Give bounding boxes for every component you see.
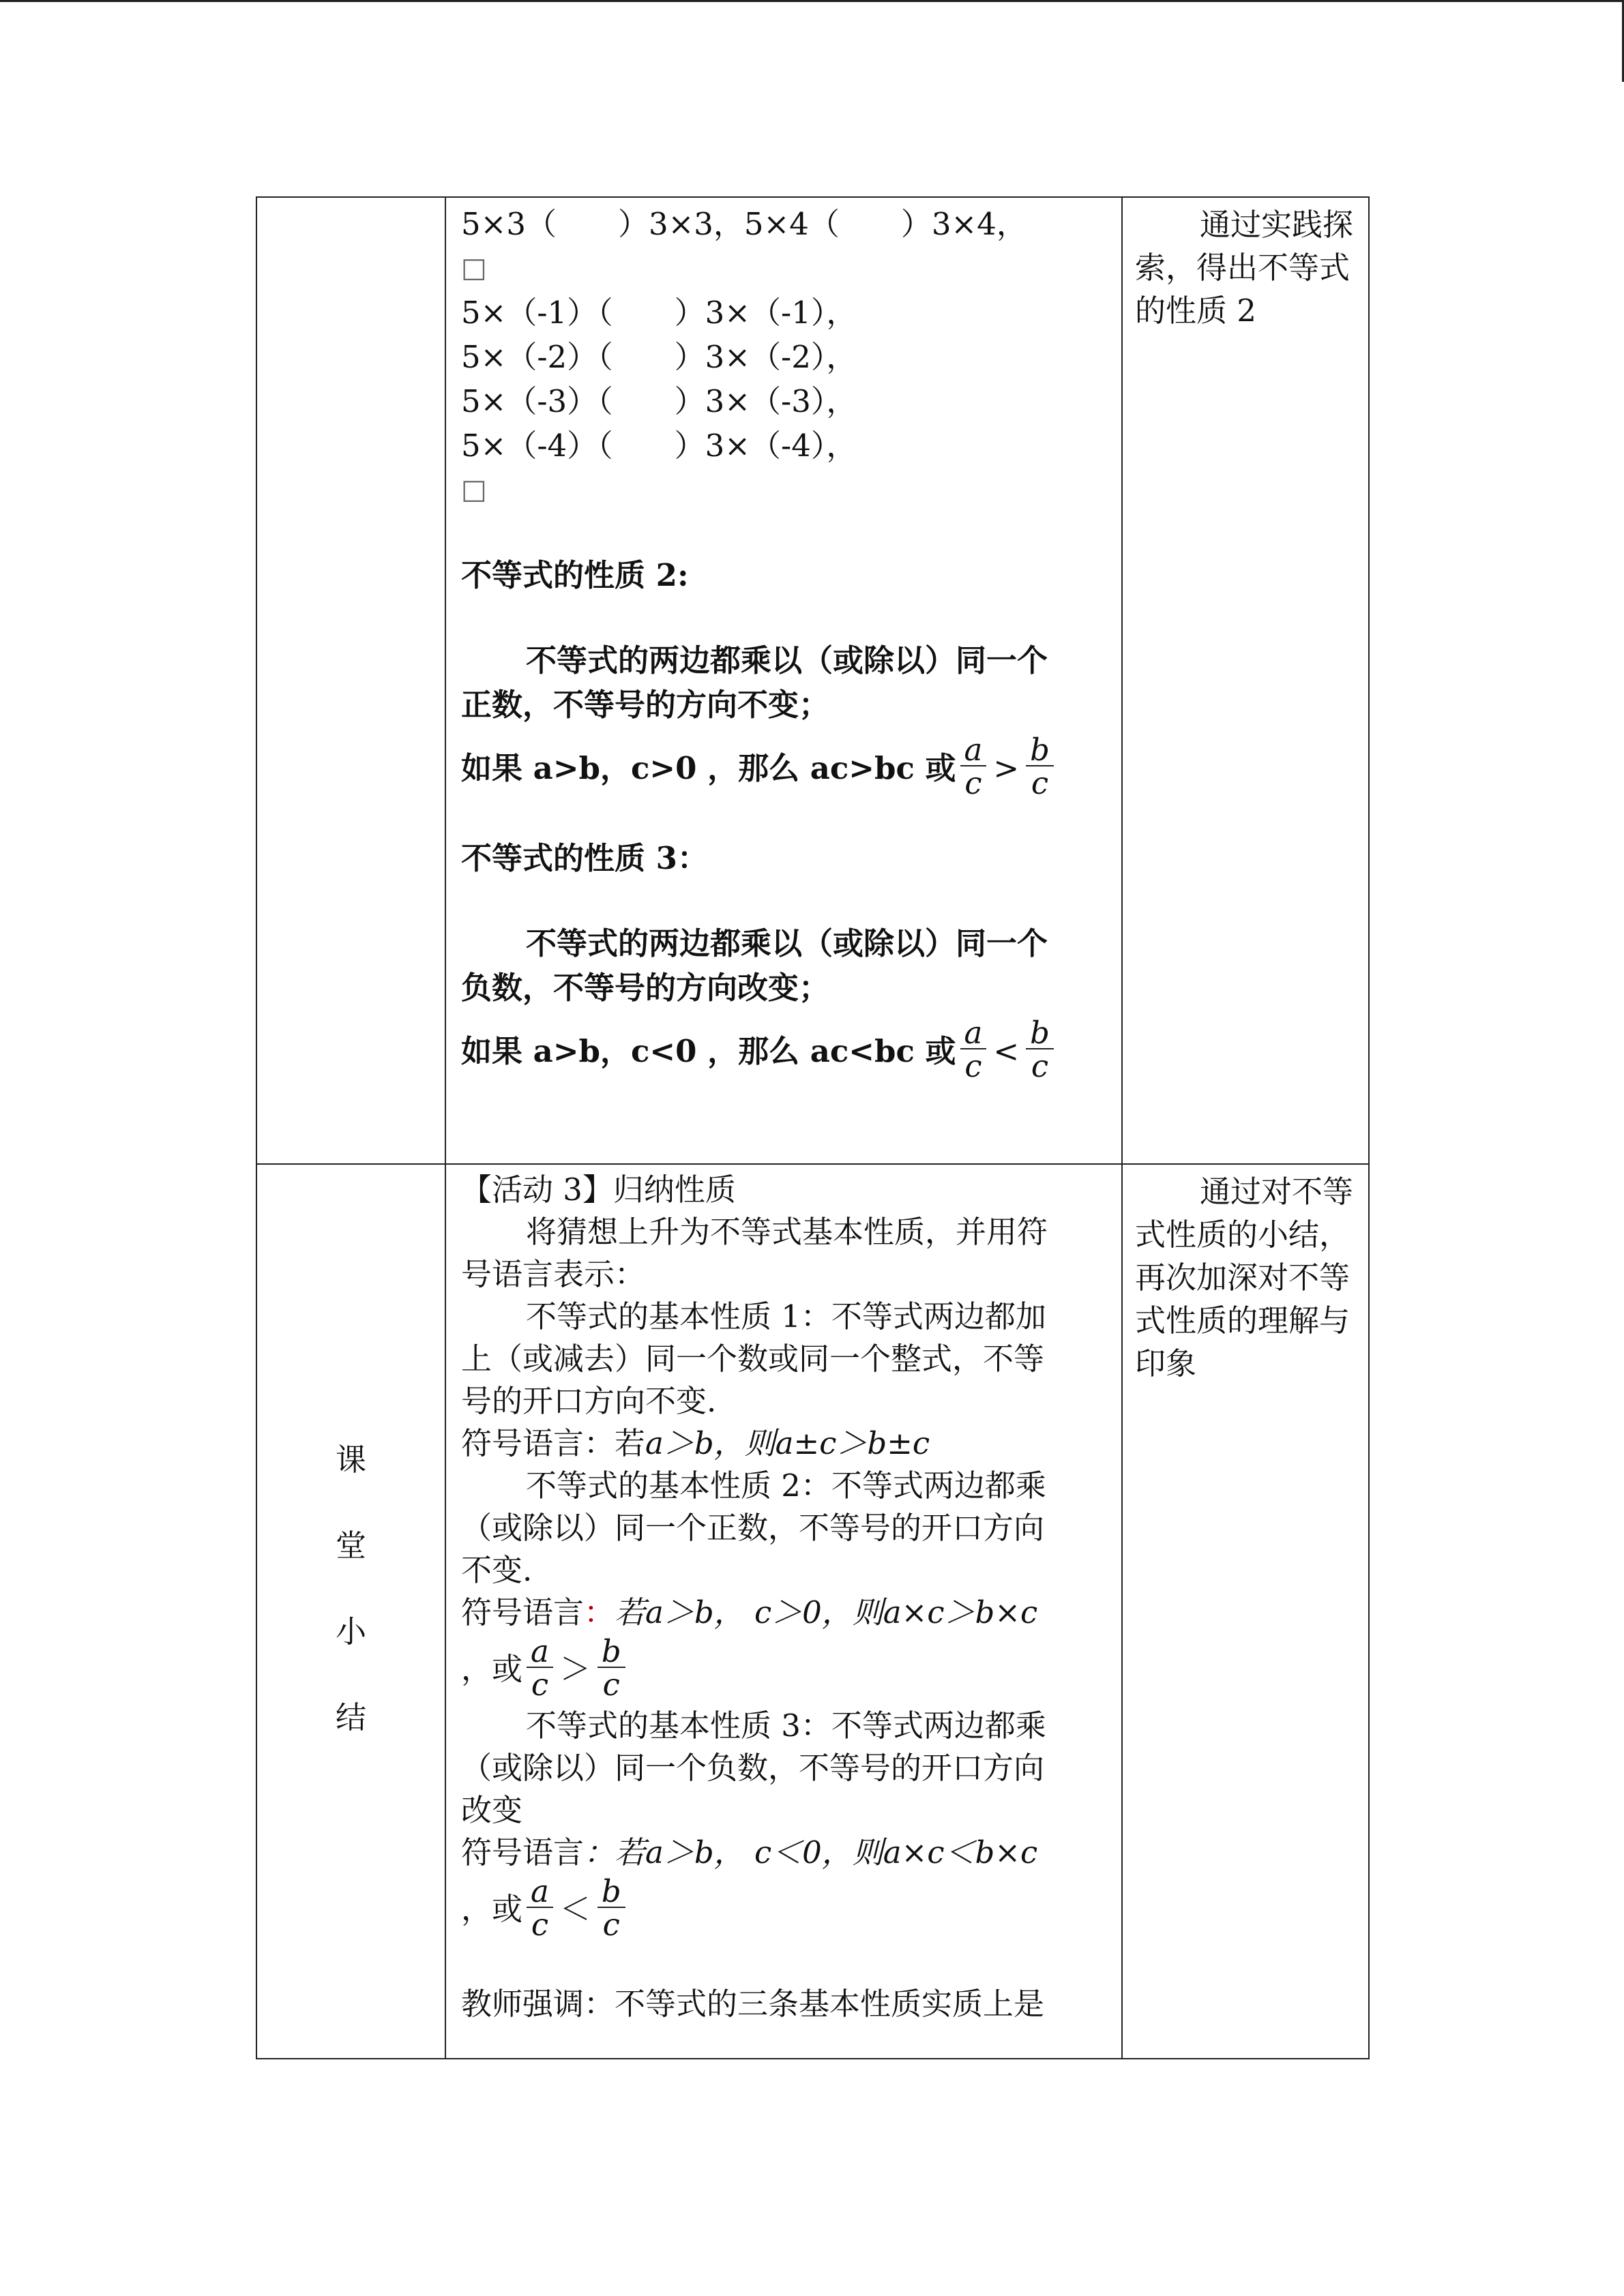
property-1-text: 号的开口方向不变. bbox=[461, 1383, 717, 1419]
fraction: $\frac{b}{c}$ bbox=[597, 1637, 625, 1702]
exercise-line: 5×（-1）（ ）3×（-1）， bbox=[461, 295, 857, 331]
property-3-text: 负数，不等号的方向改变； bbox=[461, 970, 830, 1006]
property-2-text: 正数，不等号的方向不变； bbox=[461, 687, 830, 723]
symbolic-3-fraction: ，或 $\frac{a}{c}$ ＜ $\frac{b}{c}$ bbox=[461, 1874, 1108, 1945]
property-3-text: 改变 bbox=[461, 1792, 523, 1828]
stage-cell-empty bbox=[256, 197, 445, 1164]
fraction: $\frac{a}{c}$ bbox=[960, 735, 987, 801]
property-3-text: 不等式的基本性质 3：不等式两边都乘 bbox=[526, 1708, 1046, 1744]
formula-text: 如果 a>b，c>0 ，那么 ac>bc 或 bbox=[461, 749, 956, 786]
exercise-line: 5×（-3）（ ）3×（-3）， bbox=[461, 383, 857, 419]
box-glyph: □ bbox=[461, 252, 487, 284]
formula-text: 如果 a>b，c<0 ，那么 ac<bc 或 bbox=[461, 1032, 956, 1069]
activity-title: 【活动 3】归纳性质 bbox=[461, 1172, 736, 1208]
lesson-table bbox=[256, 196, 1370, 2059]
property-3-text: 不等式的两边都乘以（或除以）同一个 bbox=[526, 925, 1048, 961]
less-than-sign: ＜ bbox=[559, 1891, 591, 1927]
property-2-text: 不等式的两边都乘以（或除以）同一个 bbox=[526, 642, 1048, 679]
property-3-formula bbox=[461, 1010, 1108, 1092]
section-label: 课 堂 小 结 bbox=[335, 1442, 366, 1735]
fraction: $\frac{b}{c}$ bbox=[1026, 735, 1054, 801]
fraction: $\frac{a}{c}$ bbox=[527, 1637, 553, 1702]
property-2-text: 不变. bbox=[461, 1552, 533, 1588]
teacher-note: 教师强调：不等式的三条基本性质实质上是 bbox=[461, 1986, 1045, 2022]
fraction: $\frac{a}{c}$ bbox=[527, 1877, 553, 1942]
activity-cell bbox=[445, 197, 1122, 1164]
less-than-sign: < bbox=[993, 1032, 1020, 1069]
exercise-line: 5×（-4）（ ）3×（-4）， bbox=[461, 428, 857, 464]
page-top-border bbox=[0, 0, 1624, 2]
exercise-line: 5×3（ ）3×3，5×4（ ）3×4， bbox=[461, 206, 1027, 242]
greater-than-sign: > bbox=[993, 749, 1020, 786]
symbolic-2-fraction: ，或 $\frac{a}{c}$ ＞ $\frac{b}{c}$ bbox=[461, 1634, 1108, 1705]
greater-than-sign: ＞ bbox=[559, 1651, 591, 1687]
stage-cell bbox=[256, 1164, 445, 2059]
box-glyph: □ bbox=[461, 474, 487, 505]
exercise-line: 5×（-2）（ ）3×（-2）， bbox=[461, 339, 857, 375]
summary-text: 将猜想上升为不等式基本性质，并用符 bbox=[526, 1214, 1048, 1250]
property-3-title: 不等式的性质 3： bbox=[461, 840, 708, 876]
summary-text: 号语言表示： bbox=[461, 1256, 646, 1292]
table-row bbox=[256, 197, 1369, 1164]
fraction: $\frac{a}{c}$ bbox=[960, 1018, 987, 1084]
symbolic-2: 符号语言：若a＞b， c＞0，则a×c＞b×c bbox=[461, 1594, 1038, 1630]
fraction: $\frac{b}{c}$ bbox=[597, 1877, 625, 1942]
symbolic-1: 符号语言：若a＞b，则a±c＞b±c bbox=[461, 1425, 930, 1461]
property-3-text: （或除以）同一个负数，不等号的开口方向 bbox=[461, 1750, 1045, 1786]
design-intent-cell bbox=[1122, 1164, 1369, 2059]
property-2-formula bbox=[461, 727, 1108, 809]
property-2-text: （或除以）同一个正数，不等号的开口方向 bbox=[461, 1510, 1045, 1546]
property-1-text: 不等式的基本性质 1：不等式两边都加 bbox=[526, 1298, 1046, 1335]
activity-cell bbox=[445, 1164, 1122, 2059]
design-intent-text: 通过实践探索，得出不等式的性质 2 bbox=[1135, 207, 1354, 329]
design-intent-cell bbox=[1122, 197, 1369, 1164]
symbolic-3: 符号语言：若a＞b， c＜0，则a×c＜b×c bbox=[461, 1834, 1038, 1870]
property-2-title: 不等式的性质 2: bbox=[461, 557, 689, 593]
table-row bbox=[256, 1164, 1369, 2059]
property-1-text: 上（或减去）同一个数或同一个整式，不等 bbox=[461, 1341, 1045, 1377]
property-2-text: 不等式的基本性质 2：不等式两边都乘 bbox=[526, 1467, 1046, 1504]
fraction: $\frac{b}{c}$ bbox=[1026, 1018, 1054, 1084]
design-intent-text: 通过对不等式性质的小结，再次加深对不等式性质的理解与印象 bbox=[1135, 1174, 1354, 1382]
